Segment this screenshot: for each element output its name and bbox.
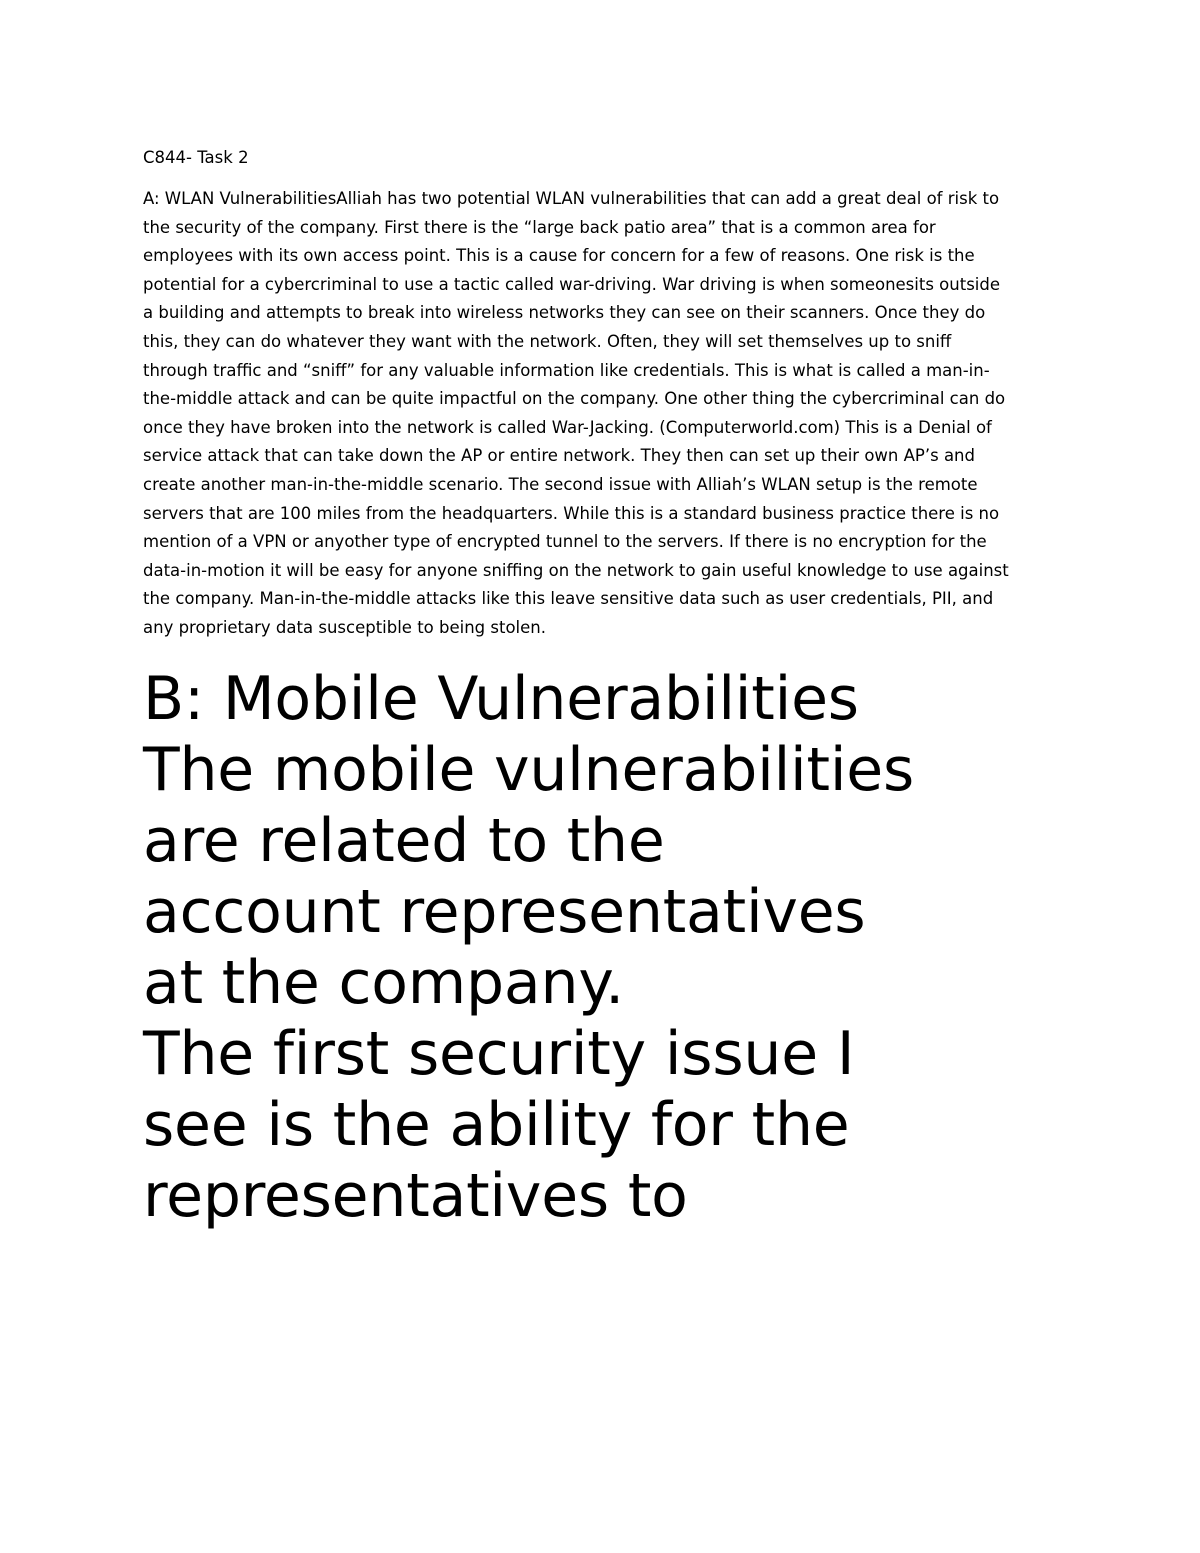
paragraph-line: employees with its own access point. This is a cause for concern for a few of reasons. One risk is the xyxy=(143,246,975,266)
paragraph-line: mention of a VPN or anyother type of encrypted tunnel to the servers. If there is no encryption for the xyxy=(143,532,987,552)
large-text-line: The mobile vulnerabilities xyxy=(143,735,915,805)
paragraph-line: a building and attempts to break into wireless networks they can see on their scanners. Once they do xyxy=(143,303,986,323)
paragraph-line: the company. Man-in-the-middle attacks like this leave sensitive data such as user credentials, PII, and xyxy=(143,589,994,609)
large-text-line: representatives to xyxy=(143,1161,688,1231)
large-text-line: are related to the xyxy=(143,806,665,876)
document-title: C844- Task 2 xyxy=(143,148,249,167)
large-text-line: account representatives xyxy=(143,877,866,947)
paragraph-line: the security of the company. First there is the “large back patio area” that is a common area for xyxy=(143,217,936,237)
paragraph-line: potential for a cybercriminal to use a tactic called war-driving. War driving is when someonesits outside xyxy=(143,274,1001,294)
paragraph-line: any proprietary data susceptible to being stolen. xyxy=(143,617,546,637)
large-text-line: at the company. xyxy=(143,948,624,1018)
paragraph-line: the-middle attack and can be quite impactful on the company. One other thing the cybercriminal can do xyxy=(143,389,1006,409)
large-text-line: see is the ability for the xyxy=(143,1090,850,1160)
paragraph-line: this, they can do whatever they want with the network. Often, they will set themselves up to sniff xyxy=(143,331,952,351)
paragraph-line: through traffic and “sniff” for any valuable information like credentials. This is what is called a man-in- xyxy=(143,360,990,380)
paragraph-line: servers that are 100 miles from the headquarters. While this is a standard business practice there is no xyxy=(143,503,1000,523)
section-a-paragraph xyxy=(143,185,1063,643)
paragraph-line: create another man-in-the-middle scenario. The second issue with Alliah’s WLAN setup is the remote xyxy=(143,474,978,494)
section-b-heading: B: Mobile Vulnerabilities xyxy=(143,664,859,734)
section-b-large-text xyxy=(143,664,1183,1232)
paragraph-line: once they have broken into the network is called War-Jacking. (Computerworld.com) This is a Denial of xyxy=(143,417,992,437)
paragraph-line: service attack that can take down the AP or entire network. They then can set up their own AP’s and xyxy=(143,446,975,466)
paragraph-line: A: WLAN VulnerabilitiesAlliah has two potential WLAN vulnerabilities that can add a great deal of risk to xyxy=(143,189,1000,208)
paragraph-line: data-in-motion it will be easy for anyone sniffing on the network to gain useful knowledge to use against xyxy=(143,560,1009,580)
large-text-line: The first security issue I xyxy=(143,1019,855,1089)
